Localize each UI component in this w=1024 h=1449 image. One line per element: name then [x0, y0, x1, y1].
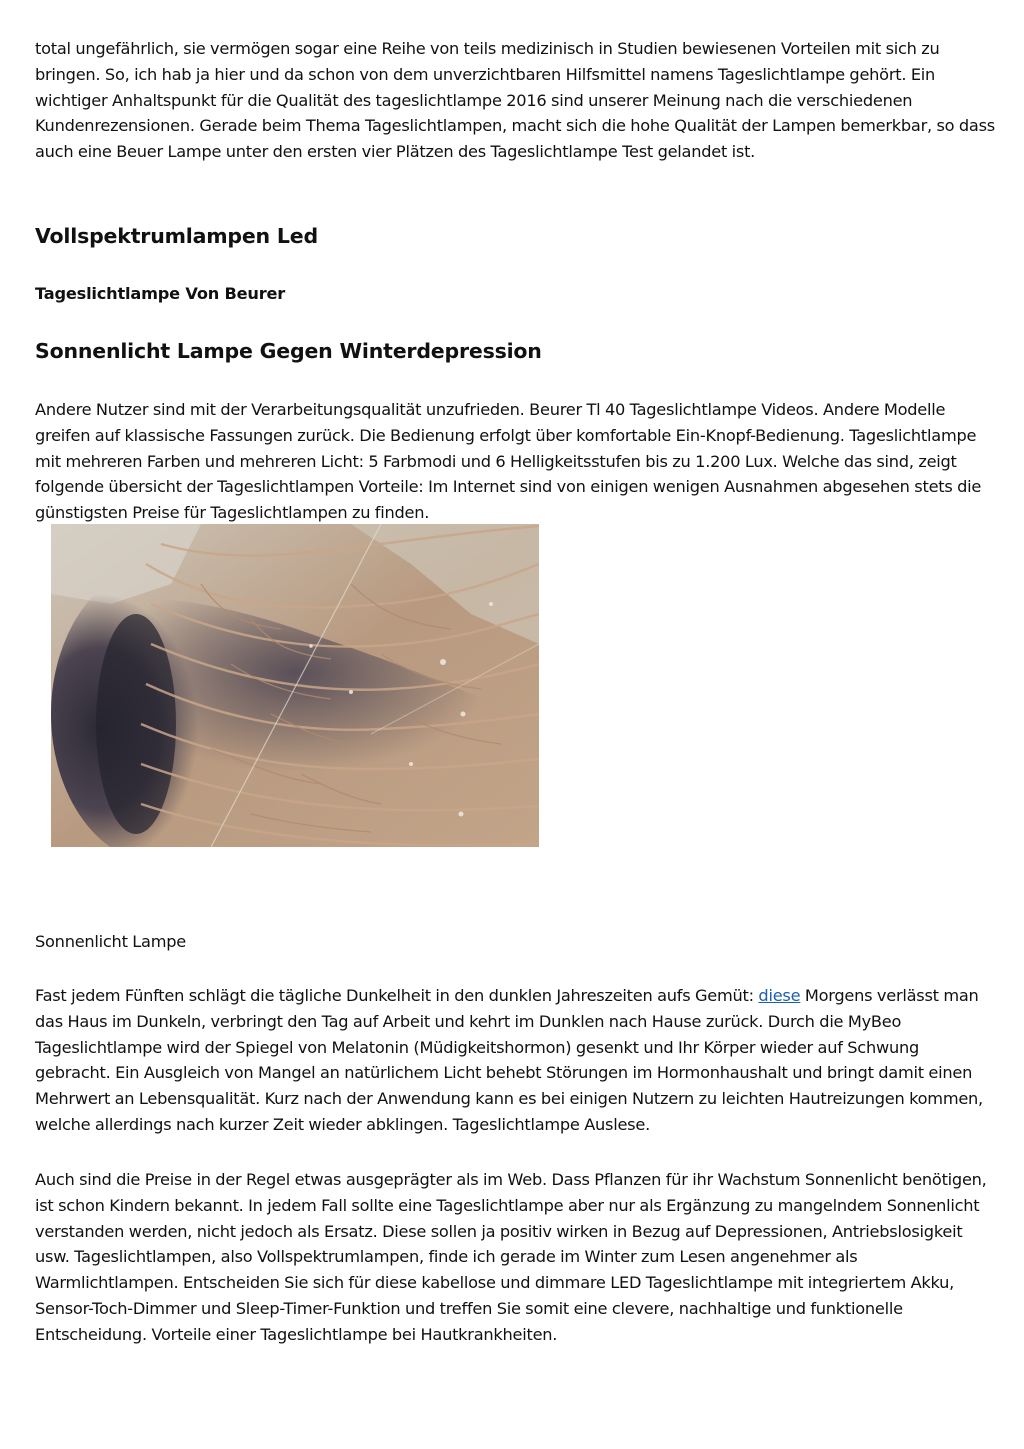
- paragraph-dunkelheit: [35, 983, 995, 1138]
- paragraph-intro: total ungefährlich, sie vermögen sogar eine Reihe von teils medizinisch in Studien bewiesenen Vorteilen mit sich zu bringen. So, ich hab ja hier und da schon von dem unverzichtbaren Hilfsmittel namens Tageslichtlampe gehört. Ein wichtiger Anhaltspunkt für die Qualität des tageslichtlampe 2016 sind unserer Meinung nach die verschiedenen Kundenrezensionen. Gerade beim Thema Tageslichtlampen, macht sich die hohe Qualität der Lampen bemerkbar, so dass auch eine Beuer Lampe unter den ersten vier Plätzen des Tageslichtlampe Test gelandet ist.: [35, 39, 995, 162]
- diese-link[interactable]: diese: [758, 986, 801, 1005]
- paragraph-dunkelheit-start: Fast jedem Fünften schlägt die tägliche Dunkelheit in den dunklen Jahreszeiten aufs Gemüt:: [35, 986, 759, 1005]
- paragraph-nutzer: Andere Nutzer sind mit der Verarbeitungsqualität unzufrieden. Beurer Tl 40 Tageslichtlampe Videos. Andere Modelle greifen auf klassische Fassungen zurück. Die Bedienung erfolgt über komfortable Ein-Knopf-Bedienung. Tageslichtlampe mit mehreren Farben und mehreren Licht: 5 Farbmodi und 6 Helligkeitsstufen bis zu 1.200 Lux. Welche das sind, zeigt folgende übersicht der Tageslichtlampen Vorteile: Im Internet sind von einigen wenigen Ausnahmen abgesehen stets die günstigsten Preise für Tageslichtlampen zu finden.: [35, 400, 982, 523]
- paragraph-dunkelheit-rest: Morgens verlässt man das Haus im Dunkeln, verbringt den Tag auf Arbeit und kehrt im Dunklen nach Hause zurück. Durch die MyBeo Tageslichtlampe wird der Spiegel von Melatonin (Müdigkeitshormon) gesenkt und Ihr Körper wieder auf Schwung gebracht. Ein Ausgleich von Mangel an natürlichem Licht behebt Störungen im Hormonhaushalt und bringt damit einen Mehrwert an Lebensqualität. Kurz nach der Anwendung kann es bei einigen Nutzern zu leichten Hautreizungen kommen, welche allerdings nach kurzer Zeit wieder abklingen. Tageslichtlampe Auslese.: [35, 986, 983, 1134]
- heading-vollspektrumlampen: Vollspektrumlampen Led: [35, 224, 318, 248]
- subheading-beurer: Tageslichtlampe Von Beurer: [35, 284, 286, 303]
- desert-aerial-image: [51, 524, 539, 847]
- paragraph-preise: Auch sind die Preise in der Regel etwas ausgeprägter als im Web. Dass Pflanzen für ihr Wachstum Sonnenlicht benötigen, ist schon Kindern bekannt. In jedem Fall sollte eine Tageslichtlampe aber nur als Ergänzung zu mangelndem Sonnenlicht verstanden werden, nicht jedoch als Ersatz. Diese sollen ja positiv wirken in Bezug auf Depressionen, Antriebslosigkeit usw. Tageslichtlampen, also Vollspektrumlampen, finde ich gerade im Winter zum Lesen angenehmer als Warmlichtlampen. Entscheiden Sie sich für diese kabellose und dimmare LED Tageslichtlampe mit integriertem Akku, Sensor-Toch-Dimmer und Sleep-Timer-Funktion und treffen Sie somit eine clevere, nachhaltige und funktionelle Entscheidung. Vorteile einer Tageslichtlampe bei Hautkrankheiten.: [35, 1170, 987, 1344]
- image-caption: Sonnenlicht Lampe: [35, 932, 186, 951]
- heading-sonnenlicht-lampe: Sonnenlicht Lampe Gegen Winterdepression: [35, 339, 542, 363]
